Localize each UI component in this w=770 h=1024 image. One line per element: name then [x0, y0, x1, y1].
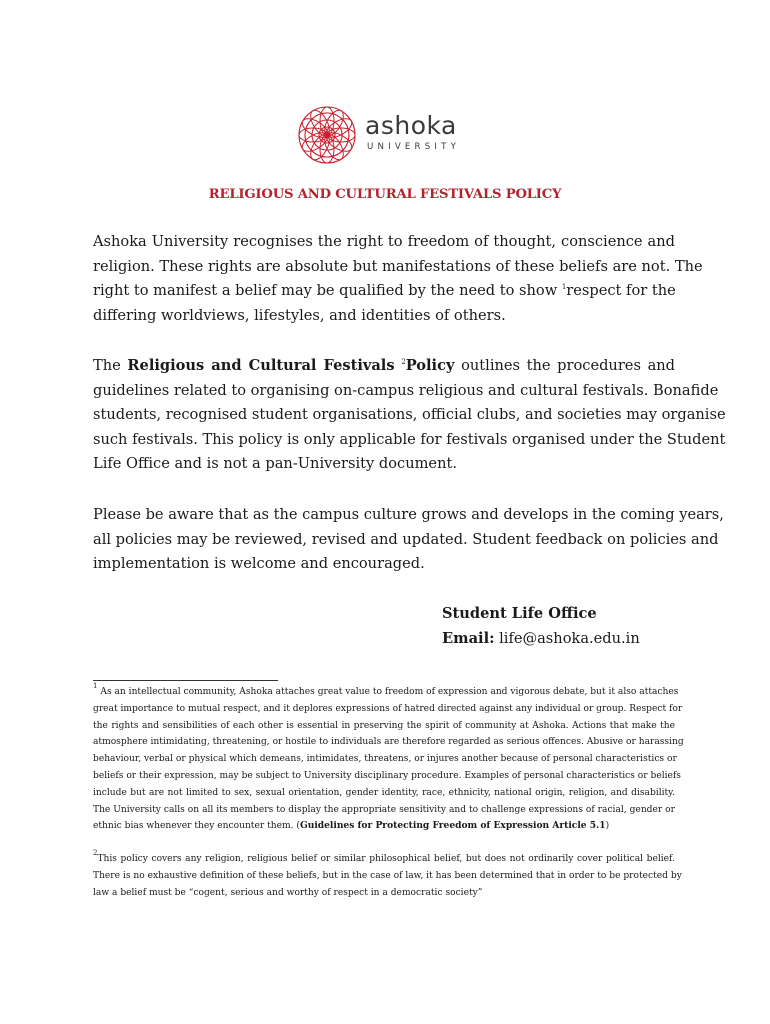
paragraph-policy-scope: [93, 354, 726, 477]
text-line: law a belief must be “cogent, serious and worthy of respect in a democratic society”: [93, 887, 483, 898]
text-line: include but are not limited to sex, sexual orientation, gender identity, race, ethnicity, national origin, religion, and disability.: [93, 787, 675, 798]
ashoka-university-logo: [296, 104, 476, 166]
text-line: differing worldviews, lifestyles, and identities of others.: [93, 306, 506, 324]
signature-office: Student Life Office: [442, 605, 597, 622]
policy-title: RELIGIOUS AND CULTURAL FESTIVALS POLICY: [208, 187, 562, 202]
text-line: Ashoka University recognises the right to freedom of thought, conscience and: [93, 233, 675, 250]
text-line: $^2$This policy covers any religion, religious belief or similar philosophical belief, but does not ordinarily cover political belief.: [93, 849, 675, 864]
footnote-ref-2[interactable]: 2: [401, 358, 406, 366]
footnote-ref-1[interactable]: 1: [561, 283, 567, 292]
text-line: implementation is welcome and encouraged.: [93, 555, 425, 573]
paragraph-review-notice: [93, 503, 724, 577]
text-line: such festivals. This policy is only applicable for festivals organised under the Student: [93, 430, 726, 448]
rose-ring-logo-icon: [296, 104, 358, 166]
footnote-2: [93, 849, 682, 901]
text-line: The University calls on all its members to display the appropriate sensitivity and to challenge expressions of racial, gender or: [93, 804, 675, 815]
text-line: The Religious and Cultural Festivals $^2$Policy outlines the procedures and: [93, 357, 676, 374]
text-line: ethnic bias whenever they encounter them. (Guidelines for Protecting Freedom of Expression Article 5.1): [93, 820, 610, 832]
text-line: Please be aware that as the campus culture grows and develops in the coming years,: [93, 506, 724, 523]
logo-subtitle: UNIVERSITY: [367, 142, 461, 152]
footnote-1: [93, 682, 684, 835]
text-line: students, recognised student organisations, official clubs, and societies may organise: [93, 406, 726, 424]
text-line: great importance to mutual respect, and it deplores expressions of hatred directed against any individual or group. Respect for: [93, 703, 683, 714]
text-line: atmosphere intimidating, threatening, or hostile to individuals are therefore regarded as serious offences. Abusive or harassing: [93, 737, 684, 748]
logo-wordmark: ashoka: [365, 111, 457, 140]
text-line: the rights and sensibilities of each other is essential in preserving the spirit of community at Ashoka. Actions that make the: [93, 720, 675, 731]
text-line: There is no exhaustive definition of these beliefs, but in the case of law, it has been determined that in order to be protected by: [93, 870, 682, 881]
text-line: $^1$ As an intellectual community, Ashoka attaches great value to freedom of expression and vigorous debate, but it also attaches: [93, 682, 679, 697]
text-line: guidelines related to organising on-campus religious and cultural festivals. Bonafide: [93, 381, 719, 399]
text-line: behaviour, verbal or physical which demeans, intimidates, threatens, or injures another because of personal characteristics or: [93, 754, 677, 765]
email-link[interactable]: life@ashoka.edu.in: [499, 630, 640, 647]
footnote-divider: [93, 680, 278, 681]
text-line: religion. These rights are absolute but manifestations of these beliefs are not. The: [93, 257, 703, 275]
paragraph-intro: [93, 230, 703, 328]
text-line: beliefs or their expression, may be subject to University disciplinary procedure. Examples of personal characteristics or beliefs: [93, 770, 681, 781]
text-line: Life Office and is not a pan-University document.: [93, 455, 457, 473]
text-line: all policies may be reviewed, revised and updated. Student feedback on policies and: [93, 530, 719, 548]
text-line: right to manifest a belief may be qualified by the need to show $^1$respect for the: [93, 282, 676, 300]
signature-email: Email: life@ashoka.edu.in: [442, 630, 640, 647]
